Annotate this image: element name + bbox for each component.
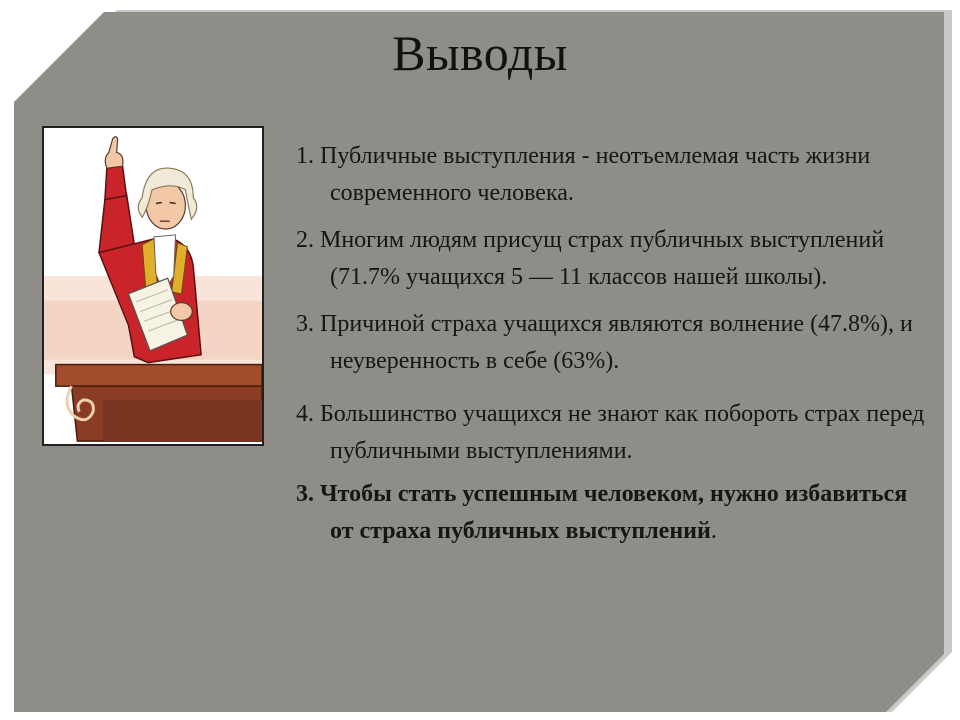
orator-illustration bbox=[42, 126, 264, 446]
conclusions-list bbox=[296, 138, 936, 550]
conclusion-item-5-text: 3. Чтобы стать успешным человеком, нужно избавиться от страха публичных выступлений bbox=[296, 481, 908, 544]
conclusion-item-1: 1. Публичные выступления - неотъемлемая часть жизни современного человека. bbox=[296, 143, 871, 206]
conclusion-item-5-period: . bbox=[710, 518, 717, 544]
conclusion-item-5 bbox=[296, 476, 936, 550]
conclusion-item-4: 4. Большинство учащихся не знают как побороть страх перед публичными выступлениями. bbox=[296, 401, 925, 464]
conclusion-item-3: 3. Причиной страха учащихся являются волнение (47.8%), и неуверенность в себе (63%). bbox=[296, 311, 913, 374]
slide-title: Выводы bbox=[392, 25, 568, 81]
conclusion-item-2: 2. Многим людям присущ страх публичных выступлений (71.7% учащихся 5 — 11 классов нашей школы). bbox=[296, 227, 885, 290]
